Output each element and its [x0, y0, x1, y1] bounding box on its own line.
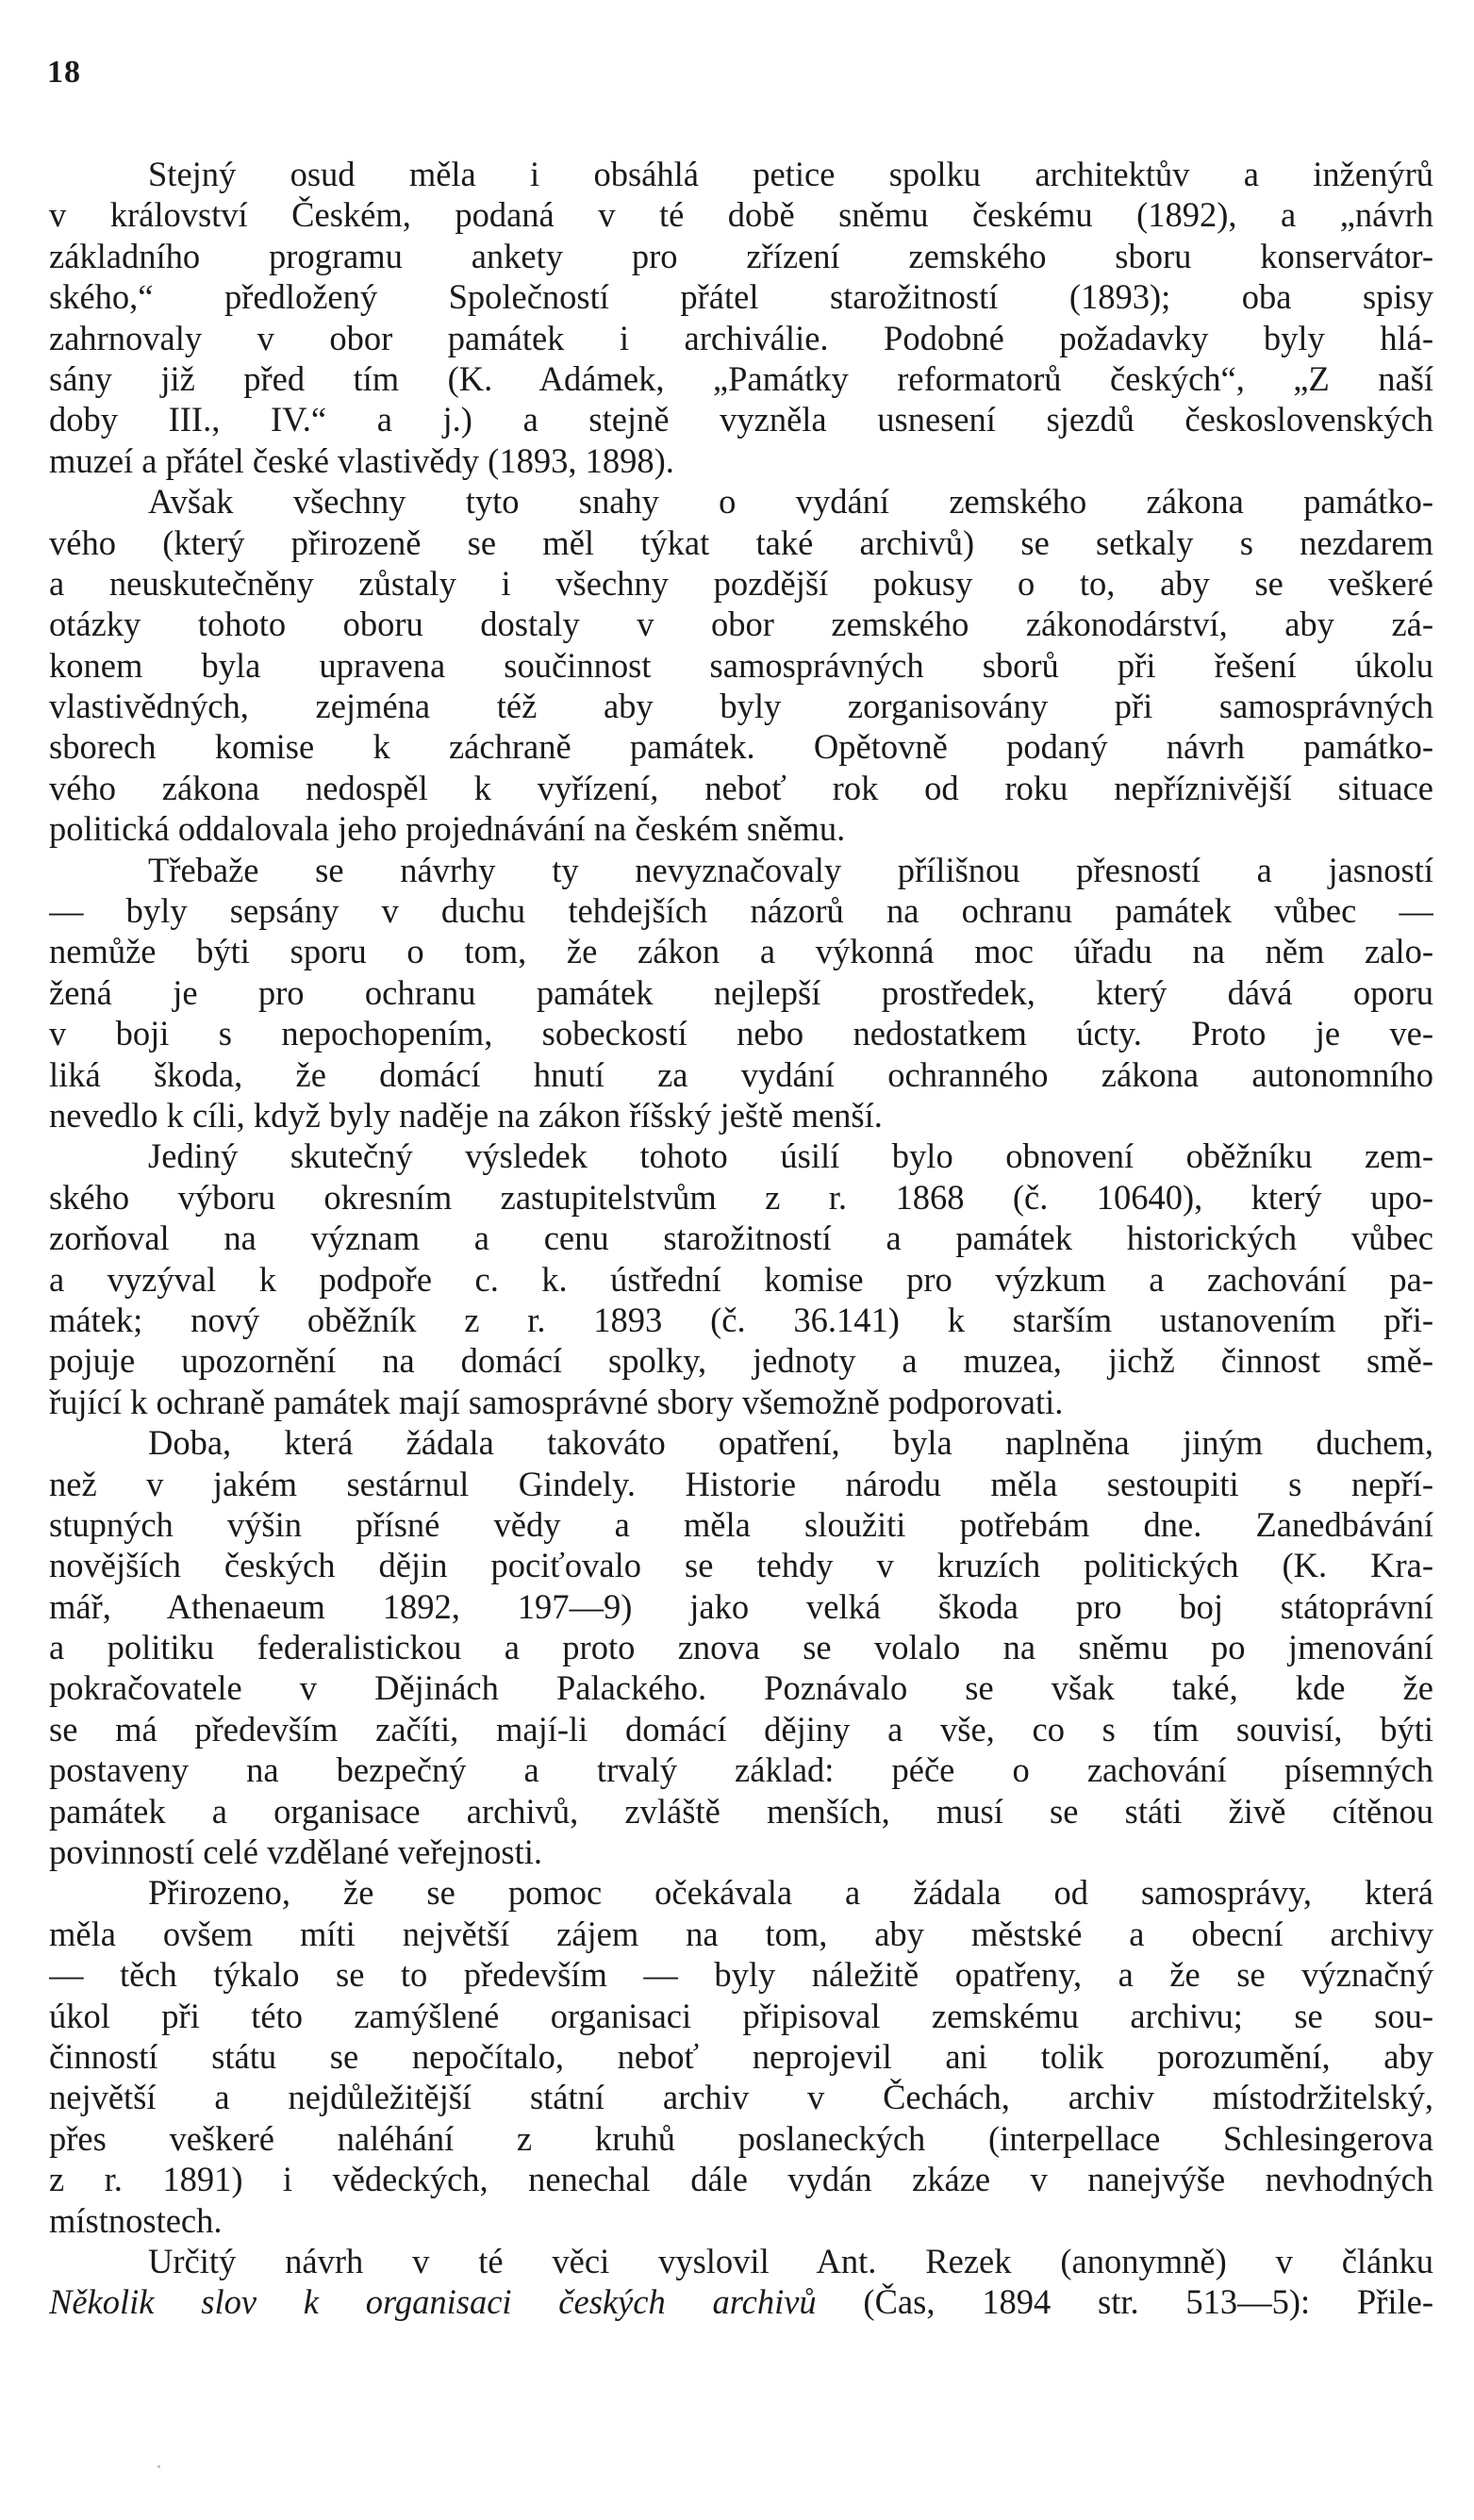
text-line: sborech komise k záchraně památek. Opětovně podaný návrh památko- [49, 727, 1433, 767]
scan-speck [157, 2465, 160, 2468]
body-text [49, 154, 1433, 2323]
text-line: vého zákona nedospěl k vyřízení, neboť rok od roku nepříznivější situace [49, 768, 1433, 807]
italic-title: Několik slov k organisaci českých archivů [49, 2282, 817, 2322]
text-line: místnostech. [49, 2200, 223, 2240]
text-line: konem byla upravena součinnost samosprávných sborů při řešení úkolu [49, 645, 1433, 685]
text-line: v království Českém, podaná v té době sněmu českému (1892), a „návrh [49, 195, 1433, 235]
text-line: Třebaže se návrhy ty nevyznačovaly přílišnou přesností a jasností [148, 850, 1433, 889]
text-line: zorňoval na význam a cenu starožitností a památek historických vůbec [49, 1219, 1433, 1258]
text-line: — byly sepsány v duchu tehdejších názorů na ochranu památek vůbec — [49, 891, 1433, 931]
text-line: činností státu se nepočítalo, neboť neprojevil ani tolik porozumění, aby [49, 2036, 1433, 2076]
text-line: postaveny na bezpečný a trvalý základ: péče o zachování písemných [49, 1750, 1433, 1790]
text-line: vlastivědných, zejména též aby byly zorganisovány při samosprávných [49, 687, 1433, 726]
text-line: Stejný osud měla i obsáhlá petice spolku architektův a inženýrů [148, 155, 1433, 193]
text-line: nemůže býti sporu o tom, že zákon a výkonná moc úřadu na něm zalo- [49, 932, 1433, 971]
text-line: mátek; nový oběžník z r. 1893 (č. 36.141) k starším ustanovením při- [49, 1300, 1433, 1339]
text-line: sány již před tím (K. Adámek, „Památky reformatorů českých“, „Z naší [49, 358, 1433, 398]
text-line: otázky tohoto oboru dostaly v obor zemského zákonodárství, aby zá- [49, 605, 1433, 644]
text-line: vého (který přirozeně se měl týkat také archivů) se setkaly s nezdarem [49, 522, 1433, 562]
text-line: pokračovatele v Dějinách Palackého. Poznávalo se však také, kde že [49, 1668, 1433, 1708]
text-line: a politiku federalistickou a proto znova se volalo na sněmu po jmenování [49, 1628, 1433, 1667]
text-line: Avšak všechny tyto snahy o vydání zemského zákona památko- [148, 482, 1433, 522]
text-line: v boji s nepochopením, sobeckostí nebo nedostatkem úcty. Proto je ve- [49, 1014, 1433, 1053]
page-number: 18 [47, 55, 81, 90]
text-line: doby III., IV.“ a j.) a stejně vyzněla usnesení sjezdů československých [49, 400, 1433, 439]
text-line: Doba, která žádala takováto opatření, byla naplněna jiným duchem, [148, 1423, 1433, 1463]
text-line: památek a organisace archivů, zvláště menších, musí se státi živě cítěnou [49, 1791, 1433, 1831]
text-line: pojuje upozornění na domácí spolky, jednoty a muzea, jichž činnost smě- [49, 1341, 1433, 1381]
text-line: novějších českých dějin pociťovalo se tehdy v kruzích politických (K. Kra- [49, 1546, 1433, 1585]
text-line: se má především začíti, mají-li domácí dějiny a vše, co s tím souvisí, býti [49, 1709, 1433, 1749]
text-line: největší a nejdůležitější státní archiv v Čechách, archiv místodržitelský, [49, 2078, 1433, 2117]
text-line: Určitý návrh v té věci vyslovil Ant. Rezek (anonymně) v článku [148, 2241, 1433, 2280]
text-line: než v jakém sestárnul Gindely. Historie národu měla sestoupiti s nepří- [49, 1464, 1433, 1503]
text-line: Jediný skutečný výsledek tohoto úsilí bylo obnovení oběžníku zem- [148, 1136, 1433, 1176]
text-line: základního programu ankety pro zřízení zemského sboru konservátor- [49, 236, 1433, 275]
text-line: liká škoda, že domácí hnutí za vydání ochranného zákona autonomního [49, 1054, 1433, 1094]
text-line: stupných výšin přísné vědy a měla sloužiti potřebám dne. Zanedbávání [49, 1504, 1433, 1544]
text-line: přes veškeré naléhání z kruhů poslaneckých (interpellace Schlesingerova [49, 2118, 1433, 2158]
text-line [49, 2281, 1433, 2322]
text-line: povinností celé vzdělané veřejnosti. [49, 1832, 542, 1872]
text-line: — těch týkalo se to především — byly náležitě opatřeny, a že se význačný [49, 1955, 1433, 1995]
text-line: mář, Athenaeum 1892, 197—9) jako velká škoda pro boj státoprávní [49, 1586, 1433, 1626]
text-line: žená je pro ochranu památek nejlepší prostředek, který dává oporu [49, 972, 1433, 1012]
text-line: politická oddalovala jeho projednávání na českém sněmu. [49, 809, 846, 849]
text-line: ského výboru okresním zastupitelstvům z r. 1868 (č. 10640), který upo- [49, 1177, 1433, 1217]
text-line: nevedlo k cíli, když byly naděje na zákon říšský ještě menší. [49, 1095, 883, 1135]
text-line: muzeí a přátel české vlastivědy (1893, 1898). [49, 440, 674, 480]
text-line: měla ovšem míti největší zájem na tom, aby městské a obecní archivy [49, 1914, 1433, 1953]
text-line: z r. 1891) i vědeckých, nenechal dále vydán zkáze v nanejvýše nevhodných [49, 2160, 1433, 2199]
text-line: zahrnovaly v obor památek i archiválie. Podobné požadavky byly hlá- [49, 318, 1433, 357]
text-line: a vyzýval k podpoře c. k. ústřední komise pro výzkum a zachování pa- [49, 1259, 1433, 1299]
text-line: Přirozeno, že se pomoc očekávala a žádala od samosprávy, která [148, 1873, 1433, 1913]
text-line: ského,“ předložený Společností přátel starožitností (1893); oba spisy [49, 277, 1433, 317]
text-line: a neuskutečněny zůstaly i všechny pozdější pokusy o to, aby se veškeré [49, 563, 1433, 603]
line-text: (Čas, 1894 str. 513—5): Přile- [816, 2282, 1433, 2322]
text-line: úkol při této zamýšlené organisaci připisoval zemskému archivu; se sou- [49, 1996, 1433, 2035]
text-line: řující k ochraně památek mají samosprávné sbory všemožně podporovati. [49, 1382, 1064, 1421]
